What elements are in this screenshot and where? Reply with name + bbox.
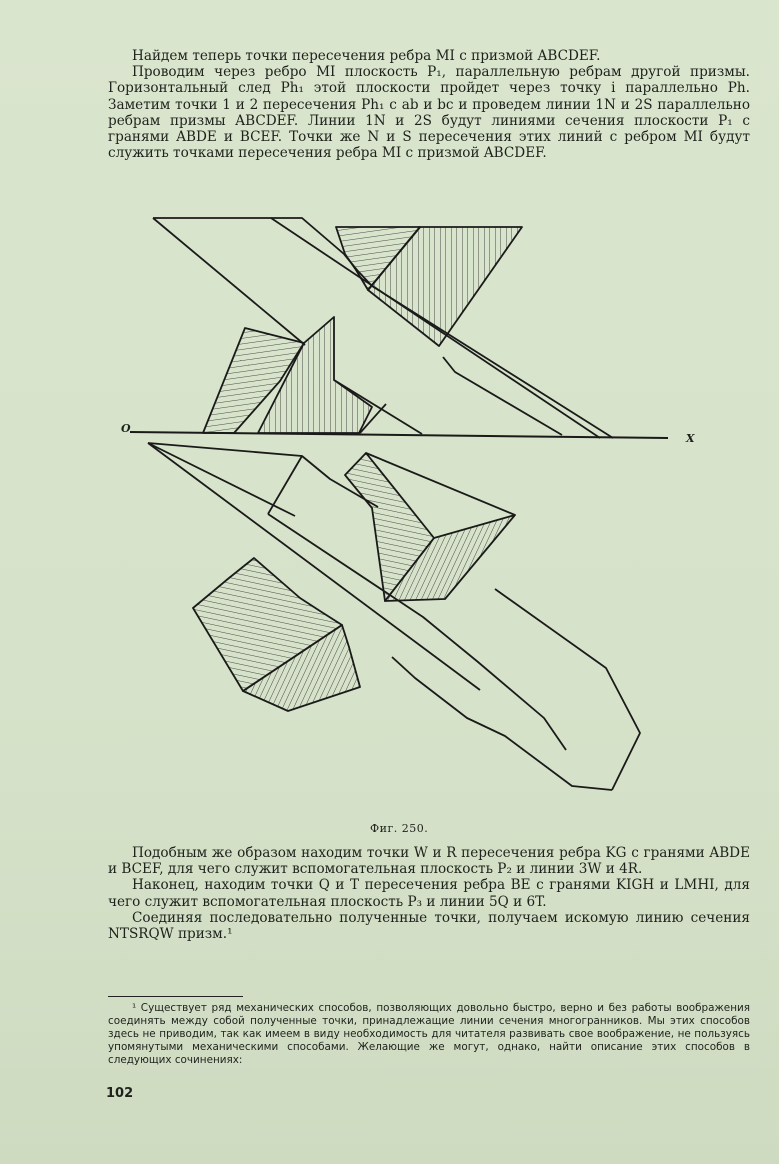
paragraph: Проводим через ребро MI плоскость P₁, параллельную ребрам другой призмы. Горизонтальный след Ph₁ этой плоскости пройдет через точку i параллельно Ph. Заметим точки 1 и 2 пересечения Ph₁ с ab и bc и проведем линии 1N и 2S параллельно ребрам призмы ABCDEF. Линии 1N и 2S будут линиями сечения плоскости P₁ с гранями ABDE и BCEF. Точки же N и S пересечения этих линий с ребром MI будут служить точками пересечения ребра MI с призмой ABCDEF. <box>108 64 750 162</box>
paragraph: Наконец, находим точки Q и T пересечения ребра BE с гранями KIGH и LMHI, для чего служит вспомогательная плоскость P₃ и линии 5Q и 6T. <box>108 877 750 910</box>
page-number: 102 <box>106 1086 134 1101</box>
footnote <box>108 1002 750 1067</box>
bottom-text-block <box>108 845 750 942</box>
footnote-divider <box>108 996 243 997</box>
footnote-text: ¹ Существует ряд механических способов, позволяющих довольно быстро, верно и без работы воображения соединять между собой полученные точки, принадлежащие линии сечения многогранников. Мы этих способов здесь не приводим, так как имеем в виду необходимость для читателя развивать свое воображение, не пользуясь упомянутыми механическими способами. Желающие же могут, однако, найти описание этих способов в следующих сочинениях: <box>108 1002 750 1067</box>
axis-x-label: X <box>686 432 695 445</box>
paragraph: Соединяя последовательно полученные точки, получаем искомую линию сечения NTSRQW призм.¹ <box>108 909 750 943</box>
axis-origin-label: O <box>121 422 131 435</box>
paragraph: Найдем теперь точки пересечения ребра MI с призмой ABCDEF. <box>132 48 601 64</box>
figure-caption: Фиг. 250. <box>370 822 429 835</box>
paragraph: Подобным же образом находим точки W и R пересечения ребра KG с гранями ABDE и BCEF, для чего служит вспомогательная плоскость P₂ и линии 3W и 4R. <box>108 845 750 878</box>
